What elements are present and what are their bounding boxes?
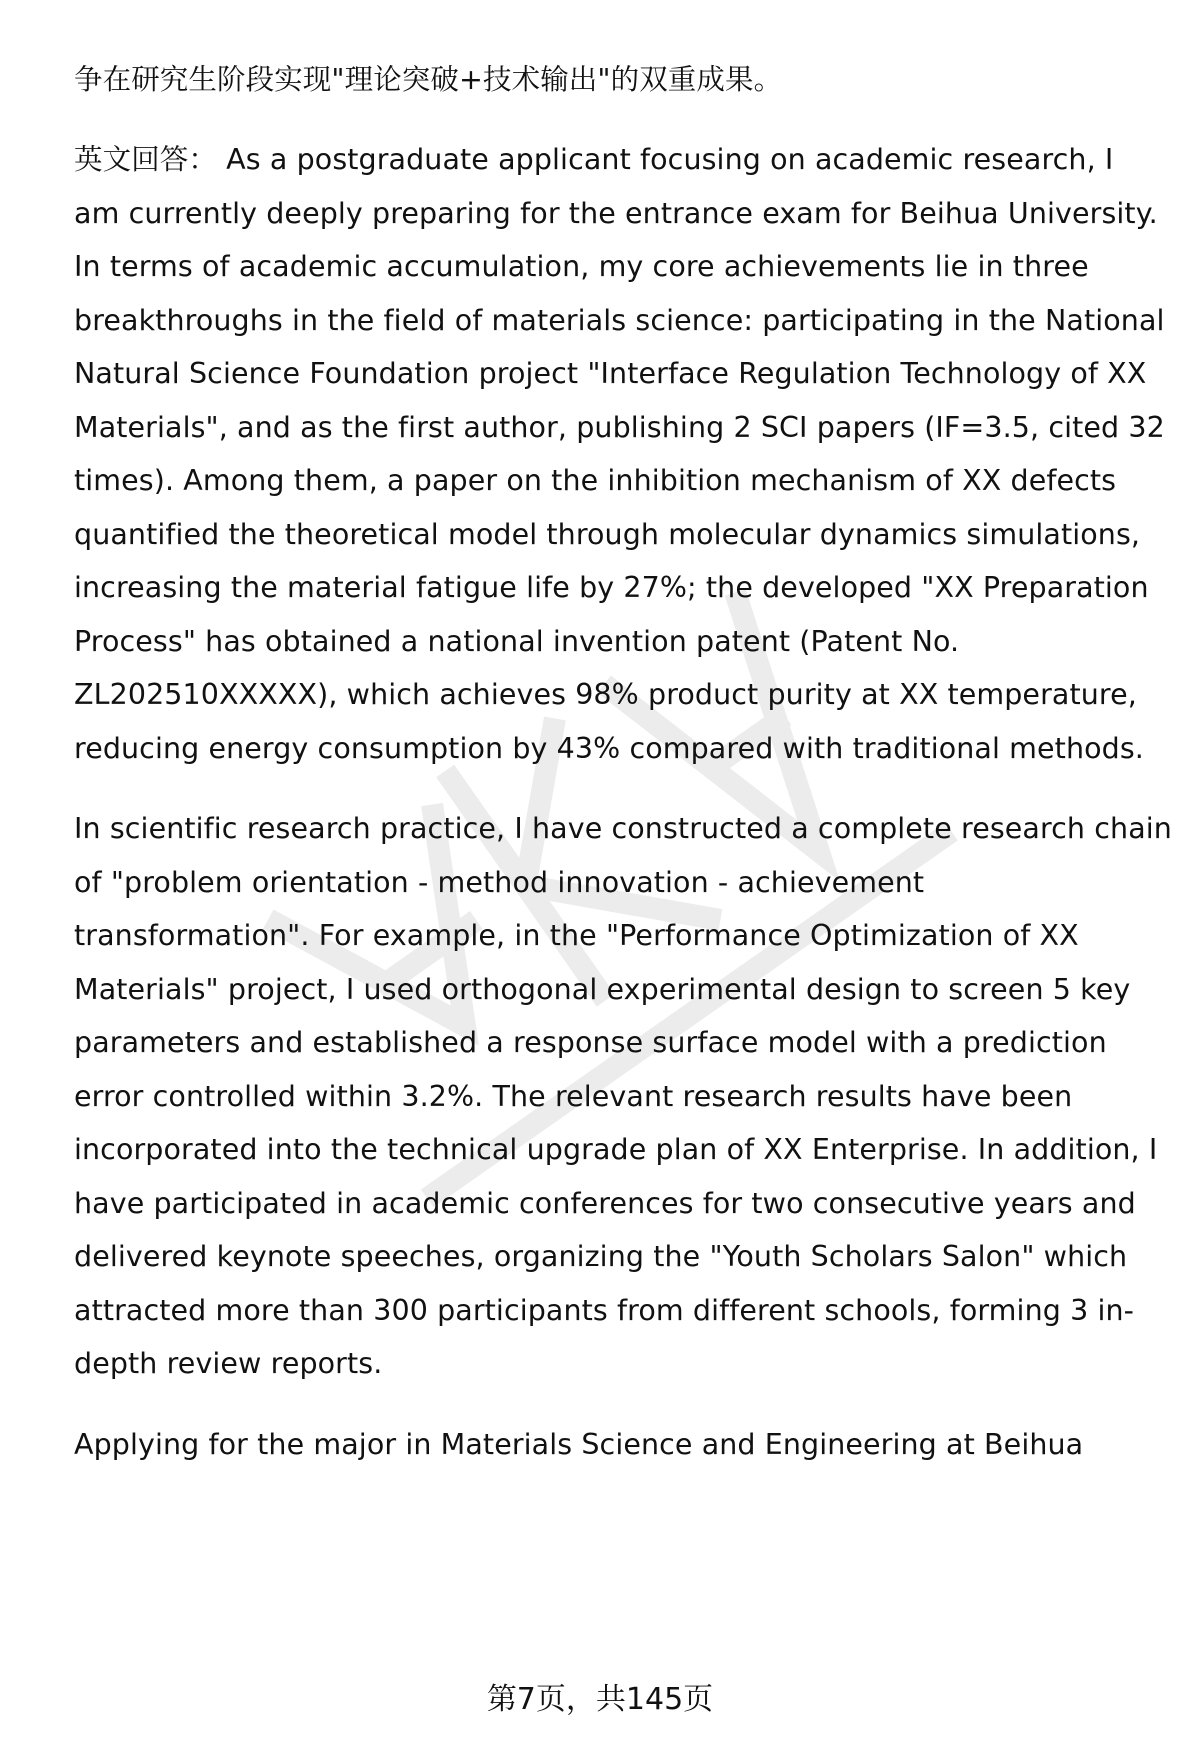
paragraph-line: times). Among them, a paper on the inhibition mechanism of XX defects [74,464,1117,497]
paragraph-line: Process" has obtained a national invention patent (Patent No. [74,625,960,658]
paragraph-line: parameters and established a response surface model with a prediction [74,1026,1107,1059]
paragraph-line: 英文回答： As a postgraduate applicant focusing on academic research, I [74,143,1114,176]
paragraph-line: error controlled within 3.2%. The relevant research results have been [74,1080,1073,1113]
paragraph-line: reducing energy consumption by 43% compared with traditional methods. [74,732,1144,765]
paragraph-line: 争在研究生阶段实现"理论突破+技术输出"的双重成果。 [74,63,783,96]
page-number-footer: 第7页，共145页 [486,1682,714,1717]
paragraph-line: Materials", and as the first author, publishing 2 SCI papers (IF=3.5, cited 32 [74,411,1165,444]
paragraph-line: incorporated into the technical upgrade plan of XX Enterprise. In addition, I [74,1133,1158,1166]
paragraph-line: Applying for the major in Materials Science and Engineering at Beihua [74,1428,1084,1461]
paragraph-line: transformation". For example, in the "Performance Optimization of XX [74,919,1079,952]
paragraph-line: Materials" project, I used orthogonal experimental design to screen 5 key [74,973,1131,1006]
paragraph-line: increasing the material fatigue life by 27%; the developed "XX Preparation [74,571,1149,604]
paragraph-line: breakthroughs in the field of materials science: participating in the National [74,304,1165,337]
paragraph-line: of "problem orientation - method innovation - achievement [74,866,925,899]
paragraph-line: am currently deeply preparing for the entrance exam for Beihua University. [74,197,1158,230]
paragraph-line: attracted more than 300 participants from different schools, forming 3 in- [74,1294,1135,1327]
paragraph-line: ZL202510XXXXX), which achieves 98% product purity at XX temperature, [74,678,1137,711]
paragraph-line: Natural Science Foundation project "Interface Regulation Technology of XX [74,357,1147,390]
paragraph-line: depth review reports. [74,1347,383,1380]
paragraph-line: In terms of academic accumulation, my core achievements lie in three [74,250,1089,283]
paragraph-line: delivered keynote speeches, organizing the "Youth Scholars Salon" which [74,1240,1128,1273]
paragraph-line: quantified the theoretical model through molecular dynamics simulations, [74,518,1141,551]
paragraph-line: have participated in academic conferences for two consecutive years and [74,1187,1136,1220]
paragraph-line: In scientific research practice, I have constructed a complete research chain [74,812,1172,845]
